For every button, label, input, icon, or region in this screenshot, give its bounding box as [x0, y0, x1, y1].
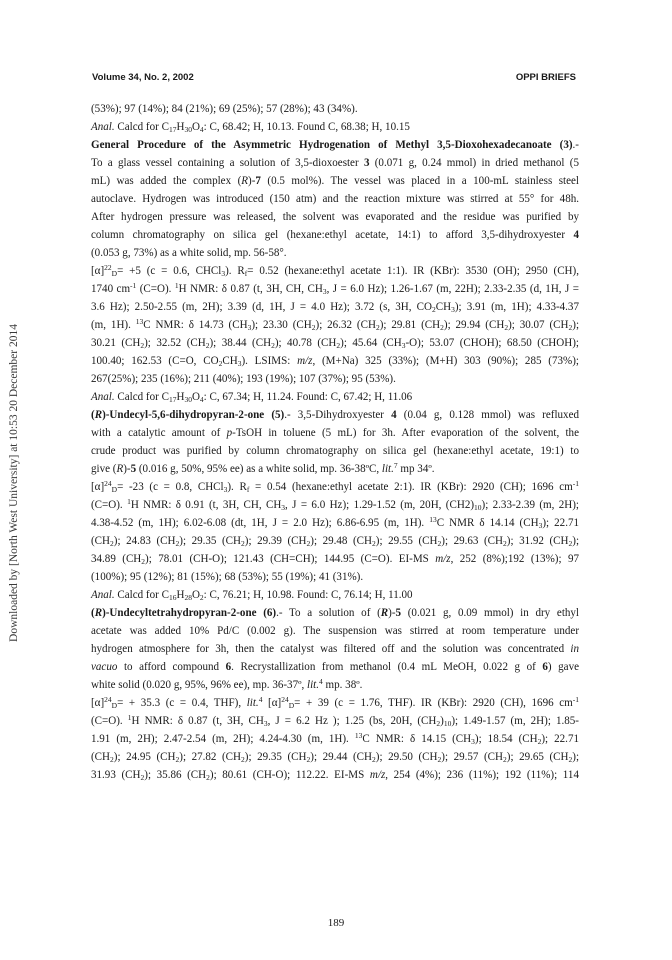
text-line [91, 604, 579, 622]
text-line [91, 640, 579, 658]
text-run: = + 35.3 (c = 0.4, THF), [117, 697, 247, 709]
text-run: After hydrogen pressure was released, the solvent was evaporated and the residue was purified by [91, 211, 579, 223]
text-run: 3 [471, 737, 475, 746]
text-run: ); 22.71 [542, 517, 580, 529]
text-run: (53%); 97 (14%); 84 (21%); 69 (25%); 57 (28%); 43 (34%). [91, 103, 358, 115]
text-run: 30 [184, 395, 192, 404]
text-run: 4 [199, 395, 204, 404]
text-run: 17 [168, 395, 177, 404]
text-run: 10 [443, 719, 452, 728]
text-run: 2 [206, 773, 210, 782]
text-run: 3 [221, 269, 226, 278]
text-run: (0.071 g, 0.24 mmol) in dried methanol (5 [369, 157, 579, 169]
text-run: 2 [537, 737, 542, 746]
text-line [91, 298, 579, 316]
text-run: (0.016 g, 50%, 95% ee) as a white solid, mp. 36-38ºC, [136, 463, 382, 475]
text-run: 2 [271, 341, 275, 350]
text-run: H [176, 589, 185, 601]
text-run: ); 40.78 (CH [274, 337, 337, 349]
text-run: ); 35.86 (CH [144, 769, 207, 781]
text-run: R [116, 463, 124, 475]
text-run: .- [572, 139, 579, 151]
text-run: ); [572, 751, 580, 763]
text-run: 22 [104, 263, 112, 272]
text-run: 2 [437, 539, 442, 548]
text-run: )-Undecyl-5,6-dihydropyran-2-one (5) [102, 409, 285, 421]
text-run: ); 29.57 (CH [441, 751, 504, 763]
text-run: f [246, 485, 250, 494]
text-run: 3 [237, 359, 242, 368]
text-run: 2 [568, 323, 573, 332]
text-run: , (M+Na) 325 (33%); (M+H) 303 (90%); 285 (73%); [312, 355, 579, 367]
text-run: ( [91, 409, 95, 421]
text-run: )-Undecyltetrahydropyran-2-one (6) [102, 607, 277, 619]
journal-volume: Volume 34, No. 2, 2002 [92, 72, 194, 83]
text-run: ); 80.61 (CH-O); 112.22. EI-MS [209, 769, 370, 781]
text-run: 2 [241, 539, 245, 548]
text-run: ); 22.71 [541, 733, 579, 745]
running-header [92, 72, 576, 86]
text-line [91, 694, 579, 712]
text-run: -1 [572, 479, 579, 488]
text-run: 13 [135, 317, 144, 326]
text-run: 31.93 (CH [91, 769, 141, 781]
text-run: ); [572, 319, 580, 331]
text-run: = 0.54 (hexane:ethyl acetate 2:1). IR (KBr): 2920 (CH); 1696 cm [249, 481, 573, 493]
text-run: 2 [311, 323, 316, 332]
text-run: D [111, 269, 118, 278]
text-run: 7 [393, 461, 398, 470]
text-run: ); 1.49-1.57 (m, 2H); 1.85- [451, 715, 579, 727]
text-line [91, 460, 579, 478]
text-run: 2 [241, 755, 245, 764]
text-run: autoclave. Hydrogen was introduced (150 atm) and the reaction mixture was stirred at 55° for 48h. [91, 193, 579, 205]
text-run: ); 38.44 (CH [209, 337, 272, 349]
text-line [91, 334, 579, 352]
text-run: [α] [91, 265, 105, 277]
text-run: mp 34º. [397, 463, 435, 475]
text-run: D [111, 701, 118, 710]
text-run: ); 24.83 (CH [113, 535, 176, 547]
text-run: (CH [91, 535, 111, 547]
text-run: 2 [372, 755, 376, 764]
text-run: ) gave [547, 661, 580, 673]
text-run: ). R [225, 265, 245, 277]
text-run: f [244, 269, 248, 278]
text-run: -O); 53.07 (CHOH); 68.50 (CHOH); [405, 337, 579, 349]
text-run: column chromatography on silica gel (hexane:ethyl acetate, 14:1) to afford 3,5-dihydroxyester [91, 229, 574, 241]
text-run: H NMR: δ 0.87 (t, 3H, CH, CH [178, 283, 323, 295]
text-line [91, 424, 579, 442]
text-run: 2 [205, 341, 210, 350]
text-run: ); 29.35 (CH [244, 751, 307, 763]
text-line [91, 748, 579, 766]
text-run: (C=O). [91, 499, 128, 511]
text-line [91, 586, 579, 604]
text-run: ); 29.44 (CH [310, 751, 373, 763]
text-run: 3 [538, 521, 543, 530]
text-run: 2 [568, 755, 573, 764]
article-body [91, 100, 579, 784]
section-title: OPPI BRIEFS [515, 72, 576, 83]
text-line [91, 442, 579, 460]
text-line [91, 496, 579, 514]
text-run: 5 [395, 607, 402, 619]
text-run: 2 [431, 305, 436, 314]
text-run: [α] [91, 697, 105, 709]
text-run: Anal. [91, 121, 115, 133]
text-line [91, 532, 579, 550]
text-run: : C, 67.34; H, 11.24. Found: C, 67.42; H, 11.06 [203, 391, 413, 403]
text-run: hydrogen atmosphere for 3h, then the catalyst was filtered off and the solution was concentrated [91, 643, 571, 655]
text-run: , J = 6.0 Hz); 1.29-1.52 (m, 20H, (CH2) [285, 499, 475, 511]
text-line [91, 100, 579, 118]
text-run: 13 [429, 515, 437, 524]
text-run: )- [388, 607, 396, 619]
text-run: ). R [227, 481, 247, 493]
text-line [91, 730, 579, 748]
text-run: 3 [247, 323, 252, 332]
text-run: ); 29.50 (CH [375, 751, 438, 763]
text-run: ); 30.07 (CH [508, 319, 569, 331]
text-run: Calcd for C [114, 391, 169, 403]
text-line [91, 172, 579, 190]
text-line [91, 676, 579, 694]
text-run: 30 [184, 125, 192, 134]
text-run: p [226, 427, 233, 439]
text-run: ( [91, 607, 95, 619]
text-run: R [94, 409, 103, 421]
text-run: lit. [246, 697, 259, 709]
text-run: H [176, 391, 185, 403]
text-run: 2 [437, 755, 442, 764]
text-run: D [111, 485, 118, 494]
text-run: 4 [199, 125, 204, 134]
text-run: , J = 6.2 Hz ); 1.25 (bs, 20H, (CH [267, 715, 437, 727]
text-run: 1740 cm [91, 283, 131, 295]
text-run: 3 [451, 305, 455, 314]
text-run: 2 [175, 539, 180, 548]
text-run: 2 [140, 341, 145, 350]
text-run: = +5 (c = 0.6, CHCl [117, 265, 222, 277]
text-line [91, 244, 579, 262]
text-run: ); 24.95 (CH [113, 751, 176, 763]
text-run: 16 [168, 593, 177, 602]
text-run: 1 [127, 713, 132, 722]
text-run: vacuo [91, 661, 118, 673]
text-run: 6 [542, 661, 548, 673]
text-run: ); 45.64 (CH [340, 337, 402, 349]
text-run: [α] [262, 697, 282, 709]
text-line [91, 316, 579, 334]
text-run: 1 [127, 497, 131, 506]
text-run: 13 [354, 731, 363, 740]
text-run: General Procedure of the Asymmetric Hydrogenation of Methyl 3,5-Dioxohexadecanoate (3) [91, 139, 573, 151]
text-run: 100.40; 162.53 (C=O, CO [91, 355, 219, 367]
text-run: 3 [401, 341, 406, 350]
text-run: 2 [306, 539, 311, 548]
text-line [91, 190, 579, 208]
text-line [91, 712, 579, 730]
text-run: 34.89 (CH [91, 553, 142, 565]
text-run: 2 [218, 359, 223, 368]
text-line [91, 406, 579, 424]
text-run: ); 29.65 (CH [506, 751, 569, 763]
text-run: -1 [572, 695, 579, 704]
text-line [91, 478, 579, 496]
text-run: (0.04 g, 0.128 mmol) was refluxed [396, 409, 579, 421]
text-run: )- [248, 175, 256, 187]
text-run: ); 29.81 (CH [379, 319, 441, 331]
text-run: 3 [223, 485, 228, 494]
text-run: H NMR: δ 0.91 (t, 3H, CH, CH [130, 499, 282, 511]
text-run: .- To a solution of ( [276, 607, 381, 619]
download-watermark: Downloaded by [North West University] at 10:53 20 December 2014 [8, 324, 20, 642]
text-line [91, 118, 579, 136]
text-run: 2 [504, 323, 509, 332]
text-run: .- 3,5-Dihydroxyester [284, 409, 392, 421]
text-run: 1 [174, 281, 179, 290]
text-run: ); 32.52 (CH [144, 337, 206, 349]
text-run: 2 [503, 755, 507, 764]
text-run: ); 23.30 (CH [251, 319, 312, 331]
text-run: -TsOH in toluene (5 mL) for 3h. After evaporation of the solvent, the [232, 427, 579, 439]
text-run: 7 [255, 175, 261, 187]
text-run: (C=O). [91, 715, 128, 727]
text-run: Anal. [91, 589, 115, 601]
text-run: , 254 (4%); 236 (11%); 192 (11%); 114 [385, 769, 579, 781]
text-run: mp. 38º. [322, 679, 363, 691]
text-run: 4 [391, 409, 397, 421]
text-run: . Recrystallization from methanol (0.4 mL MeOH, 0.022 g of [231, 661, 543, 673]
text-run: 5 [130, 463, 137, 475]
text-run: 28 [184, 593, 192, 602]
text-run: (100%); 95 (12%); 81 (15%); 68 (53%); 55 (19%); 41 (31%). [91, 571, 364, 583]
text-run: 2 [375, 323, 380, 332]
text-run: ); 3.91 (m, 1H); 4.33-4.37 [454, 301, 579, 313]
text-line [91, 370, 579, 388]
text-run: H [176, 121, 185, 133]
text-run: = 0.52 (hexane:ethyl acetate 1:1). IR (KBr): 3530 (OH); 2950 (CH), [247, 265, 579, 277]
text-run: [α] [91, 481, 105, 493]
text-run: m/z [369, 769, 386, 781]
text-run: : C, 76.21; H, 10.98. Found: C, 76.14; H, 11.00 [203, 589, 413, 601]
text-run: 3 [263, 719, 268, 728]
text-run: ); 29.55 (CH [375, 535, 438, 547]
text-run: in [570, 643, 579, 655]
text-run: ); 29.35 (CH [179, 535, 242, 547]
text-run: 2 [140, 773, 145, 782]
text-run: to afford compound [117, 661, 226, 673]
text-run: 2 [436, 719, 441, 728]
text-run: 2 [110, 539, 114, 548]
text-run: H NMR: δ 0.87 (t, 3H, CH [131, 715, 264, 727]
text-line [91, 154, 579, 172]
text-run: To a glass vessel containing a solution of 3,5-dioxoester [91, 157, 364, 169]
text-run: (0.5 mol%). The vessel was placed in a 100-mL stainless steel [260, 175, 579, 187]
text-run: 267(25%); 235 (16%); 211 (40%); 193 (19%); 107 (37%); 95 (53%). [91, 373, 396, 385]
text-run: (0.053 g, 73%) as a white solid, mp. 56-58°. [91, 247, 287, 259]
text-run: C NMR δ 14.14 (CH [436, 517, 539, 529]
text-run: ). LSIMS: [241, 355, 298, 367]
text-run: C NMR: δ 14.15 (CH [362, 733, 472, 745]
text-line [91, 136, 579, 154]
text-run: 6 [225, 661, 232, 673]
text-run: ); 18.54 (CH [474, 733, 538, 745]
text-run: 2 [372, 539, 376, 548]
text-run: 2 [440, 323, 444, 332]
text-run: give ( [91, 463, 117, 475]
text-run: : C, 68.42; H, 10.13. Found C, 68.38; H, 10.15 [203, 121, 410, 133]
text-run: O [191, 589, 200, 601]
text-line [91, 568, 579, 586]
text-run: ); 78.01 (CH-O); 121.43 (CH=CH); 144.95 (C=O). EI-MS [145, 553, 436, 565]
text-run: 3.6 Hz); 2.50-2.55 (m, 2H); 3.39 (d, 1H, J = 4.0 Hz); 3.72 (s, 3H, CO [91, 301, 432, 313]
text-run: R [380, 607, 389, 619]
text-run: (m, 1H). [91, 319, 136, 331]
text-line [91, 352, 579, 370]
text-run: 24 [104, 695, 112, 704]
text-run: O [191, 391, 200, 403]
text-run: 17 [168, 125, 177, 134]
text-run: 30.21 (CH [91, 337, 141, 349]
text-run: ); 29.48 (CH [310, 535, 373, 547]
text-run: 4.38-4.52 (m, 1H); 6.02-6.08 (dt, 1H, J = 2.0 Hz); 6.86-6.95 (m, 1H). [91, 517, 430, 529]
text-line [91, 658, 579, 676]
text-run: m/z [297, 355, 313, 367]
text-run: (CH [91, 751, 111, 763]
text-line [91, 622, 579, 640]
text-line [91, 514, 579, 532]
text-run: ); 2.33-2.39 (m, 2H); [481, 499, 579, 511]
text-run: 2 [503, 539, 507, 548]
text-run: 4 [319, 677, 323, 686]
text-run: 4 [573, 229, 579, 241]
text-run: white solid (0.020 g, 95%, 96% ee), mp. 36-37º, [91, 679, 308, 691]
text-run: 2 [110, 755, 114, 764]
text-run: 2 [175, 755, 180, 764]
text-run: 2 [568, 539, 573, 548]
text-run: ); 29.39 (CH [244, 535, 307, 547]
text-run: -1 [130, 281, 137, 290]
text-run: lit. [381, 463, 394, 475]
text-run: Calcd for C [114, 589, 169, 601]
text-run: CH [435, 301, 452, 313]
text-run: 24 [281, 695, 289, 704]
text-run: with a catalytic amount of [91, 427, 227, 439]
text-run: R [241, 175, 249, 187]
text-run: ); 29.94 (CH [443, 319, 505, 331]
text-run: D [288, 701, 295, 710]
text-run: ); 31.92 (CH [506, 535, 569, 547]
text-run: (0.021 g, 0.09 mmol) in dry ethyl [401, 607, 579, 619]
text-line [91, 766, 579, 784]
text-run: )- [123, 463, 131, 475]
text-run: , 252 (8%);192 (13%); 97 [450, 553, 579, 565]
text-run: 24 [104, 479, 112, 488]
text-run: ); 26.32 (CH [315, 319, 376, 331]
text-line [91, 226, 579, 244]
text-run: 2 [199, 593, 204, 602]
text-line [91, 280, 579, 298]
text-run: = -23 (c = 0.8, CHCl [117, 481, 224, 493]
text-line [91, 208, 579, 226]
text-run: ); 29.63 (CH [441, 535, 504, 547]
text-run: R [94, 607, 103, 619]
text-run: mL) was added the complex ( [91, 175, 242, 187]
text-run: ); 27.82 (CH [179, 751, 242, 763]
text-line [91, 262, 579, 280]
text-run: 10 [474, 503, 482, 512]
text-line [91, 388, 579, 406]
text-run: 3 [363, 157, 370, 169]
text-run: ); [572, 535, 580, 547]
text-run: m/z [435, 553, 451, 565]
text-run: (C=O). [136, 283, 175, 295]
text-run: 1.91 (m, 2H); 2.47-2.54 (m, 2H); 4.24-4.30 (m, 1H). [91, 733, 355, 745]
page-number: 189 [327, 917, 345, 929]
text-run: crude product was purified by column chromatography on silica gel (hexane:ethyl acetate, 19:1) to [91, 445, 579, 457]
text-line [91, 550, 579, 568]
text-run: 3 [281, 503, 286, 512]
text-run: 2 [141, 557, 146, 566]
text-run: 4 [258, 695, 263, 704]
text-run: O [191, 121, 200, 133]
text-run: lit. [307, 679, 320, 691]
text-run: 3 [322, 287, 327, 296]
text-run: ) [440, 715, 444, 727]
text-run: Anal. [91, 391, 115, 403]
text-run: CH [222, 355, 238, 367]
text-run: = + 39 (c = 1.76, THF). IR (KBr): 2920 (CH), 1696 cm [294, 697, 573, 709]
text-run: 2 [336, 341, 341, 350]
text-run: , J = 6.0 Hz); 1.26-1.67 (m, 22H); 2.33-2.35 (d, 1H, J = [326, 283, 580, 295]
text-run: Calcd for C [114, 121, 169, 133]
text-run: C NMR: δ 14.73 (CH [143, 319, 248, 331]
text-run: acetate was added 10% Pd/C (0.002 g). The suspension was stirred at room temperature under [91, 625, 579, 637]
text-run: 2 [306, 755, 311, 764]
